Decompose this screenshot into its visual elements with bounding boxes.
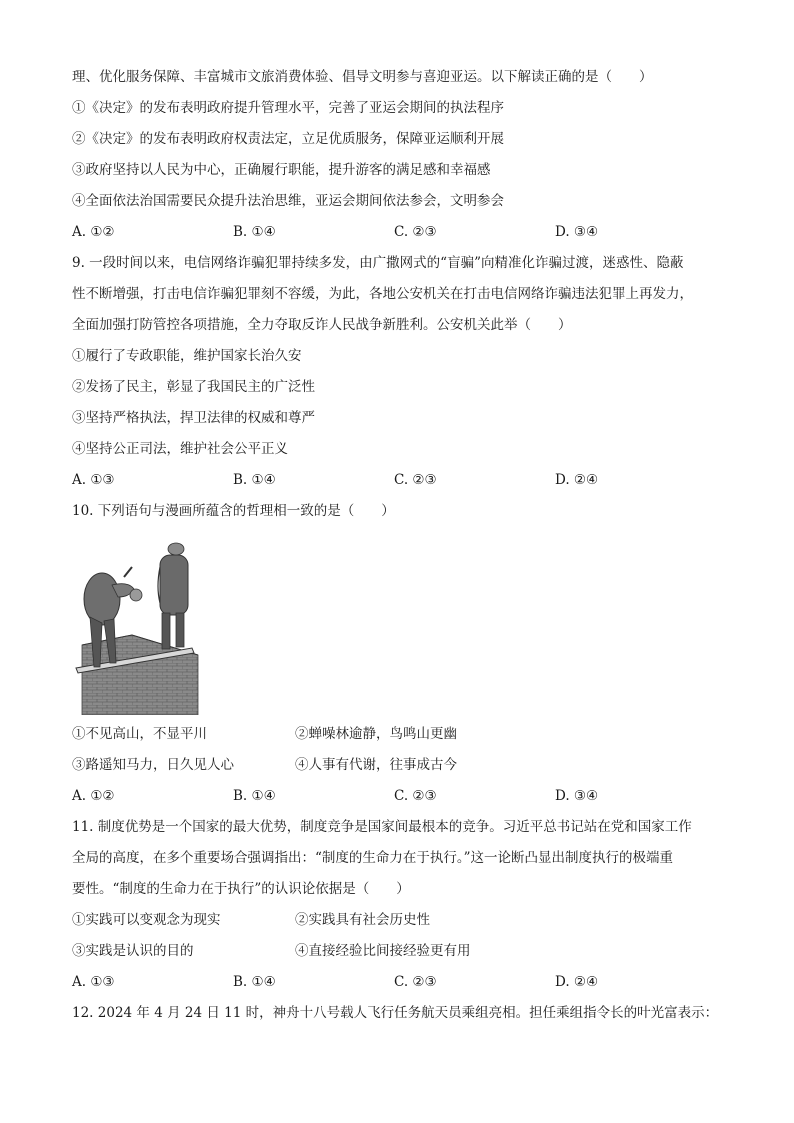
q11-option-a[interactable]: A. ①③ bbox=[72, 974, 115, 990]
q10-stem: 10. 下列语句与漫画所蕴含的哲理相一致的是（ ） bbox=[72, 503, 395, 519]
q9-item-4: ④坚持公正司法，维护社会公平正义 bbox=[72, 441, 288, 457]
q10-item-3: ③路遥知马力，日久见人心 bbox=[72, 757, 234, 773]
question-10 bbox=[72, 496, 722, 812]
question-9 bbox=[72, 248, 722, 496]
q11-item-row-2 bbox=[72, 936, 722, 967]
q10-cartoon bbox=[72, 537, 722, 715]
q10-option-d[interactable]: D. ③④ bbox=[555, 788, 599, 804]
q9-item-1: ①履行了专政职能，维护国家长治久安 bbox=[72, 348, 302, 364]
q11-option-c[interactable]: C. ②③ bbox=[394, 974, 437, 990]
q9-item-2: ②发扬了民主，彰显了我国民主的广泛性 bbox=[72, 379, 315, 395]
question-12 bbox=[72, 998, 722, 1029]
q8-option-c[interactable]: C. ②③ bbox=[394, 224, 437, 240]
q9-options bbox=[72, 465, 722, 496]
q11-item-row-1 bbox=[72, 905, 722, 936]
q10-item-4: ④人事有代谢，往事成古今 bbox=[295, 757, 457, 773]
q12-stem: 12. 2024 年 4 月 24 日 11 时，神舟十八号载人飞行任务航天员乘组亮相。担任乘组指令长的叶光富表示： bbox=[72, 1005, 719, 1021]
q8-item-1: ①《决定》的发布表明政府提升管理水平，完善了亚运会期间的执法程序 bbox=[72, 100, 504, 116]
q10-option-a[interactable]: A. ①② bbox=[72, 788, 115, 804]
q11-option-b[interactable]: B. ①④ bbox=[233, 974, 276, 990]
q9-option-c[interactable]: C. ②③ bbox=[394, 472, 437, 488]
q9-stem-line-3: 全面加强打防管控各项措施，全力夺取反诈人民战争新胜利。公安机关此举（ ） bbox=[72, 317, 572, 333]
q8-option-a[interactable]: A. ①② bbox=[72, 224, 115, 240]
q10-item-2: ②蝉噪林逾静，鸟鸣山更幽 bbox=[295, 726, 457, 742]
exam-page bbox=[72, 62, 722, 1029]
q11-option-d[interactable]: D. ②④ bbox=[555, 974, 599, 990]
q10-option-b[interactable]: B. ①④ bbox=[233, 788, 276, 804]
seesaw-cartoon-illustration bbox=[72, 537, 202, 715]
q8-item-2: ②《决定》的发布表明政府权责法定，立足优质服务，保障亚运顺利开展 bbox=[72, 131, 504, 147]
q11-item-2: ②实践具有社会历史性 bbox=[295, 912, 430, 928]
q11-item-4: ④直接经验比间接经验更有用 bbox=[295, 943, 471, 959]
q11-options bbox=[72, 967, 722, 998]
q11-stem-line-1: 11. 制度优势是一个国家的最大优势，制度竞争是国家间最根本的竞争。习近平总书记站在党和国家工作 bbox=[72, 819, 692, 835]
q10-item-1: ①不见高山，不显平川 bbox=[72, 726, 207, 742]
q9-option-b[interactable]: B. ①④ bbox=[233, 472, 276, 488]
q8-item-3: ③政府坚持以人民为中心，正确履行职能，提升游客的满足感和幸福感 bbox=[72, 162, 491, 178]
q8-option-b[interactable]: B. ①④ bbox=[233, 224, 276, 240]
q11-item-3: ③实践是认识的目的 bbox=[72, 943, 194, 959]
q11-stem-line-2: 全局的高度，在多个重要场合强调指出：“制度的生命力在于执行。”这一论断凸显出制度执行的极端重 bbox=[72, 850, 674, 866]
q9-item-3: ③坚持严格执法，捍卫法律的权威和尊严 bbox=[72, 410, 315, 426]
q9-option-a[interactable]: A. ①③ bbox=[72, 472, 115, 488]
question-8 bbox=[72, 62, 722, 248]
q10-options bbox=[72, 781, 722, 812]
q9-stem-line-1: 9. 一段时间以来，电信网络诈骗犯罪持续多发，由广撒网式的“盲骗”向精准化诈骗过渡，迷惑性、隐蔽 bbox=[72, 255, 684, 271]
q9-stem-line-2: 性不断增强，打击电信诈骗犯罪刻不容缓，为此，各地公安机关在打击电信网络诈骗违法犯罪上再发力， bbox=[72, 286, 693, 302]
q10-item-row-1 bbox=[72, 719, 722, 750]
q8-options bbox=[72, 217, 722, 248]
q8-item-4: ④全面依法治国需要民众提升法治思维，亚运会期间依法参会，文明参会 bbox=[72, 193, 504, 209]
q9-option-d[interactable]: D. ②④ bbox=[555, 472, 599, 488]
q8-option-d[interactable]: D. ③④ bbox=[555, 224, 599, 240]
q8-stem-tail: 理、优化服务保障、丰富城市文旅消费体验、倡导文明参与喜迎亚运。以下解读正确的是（ ） bbox=[72, 69, 653, 85]
q10-item-row-2 bbox=[72, 750, 722, 781]
question-11 bbox=[72, 812, 722, 998]
q11-item-1: ①实践可以变观念为现实 bbox=[72, 912, 221, 928]
q10-option-c[interactable]: C. ②③ bbox=[394, 788, 437, 804]
q11-stem-line-3: 要性。“制度的生命力在于执行”的认识论依据是（ ） bbox=[72, 881, 410, 897]
